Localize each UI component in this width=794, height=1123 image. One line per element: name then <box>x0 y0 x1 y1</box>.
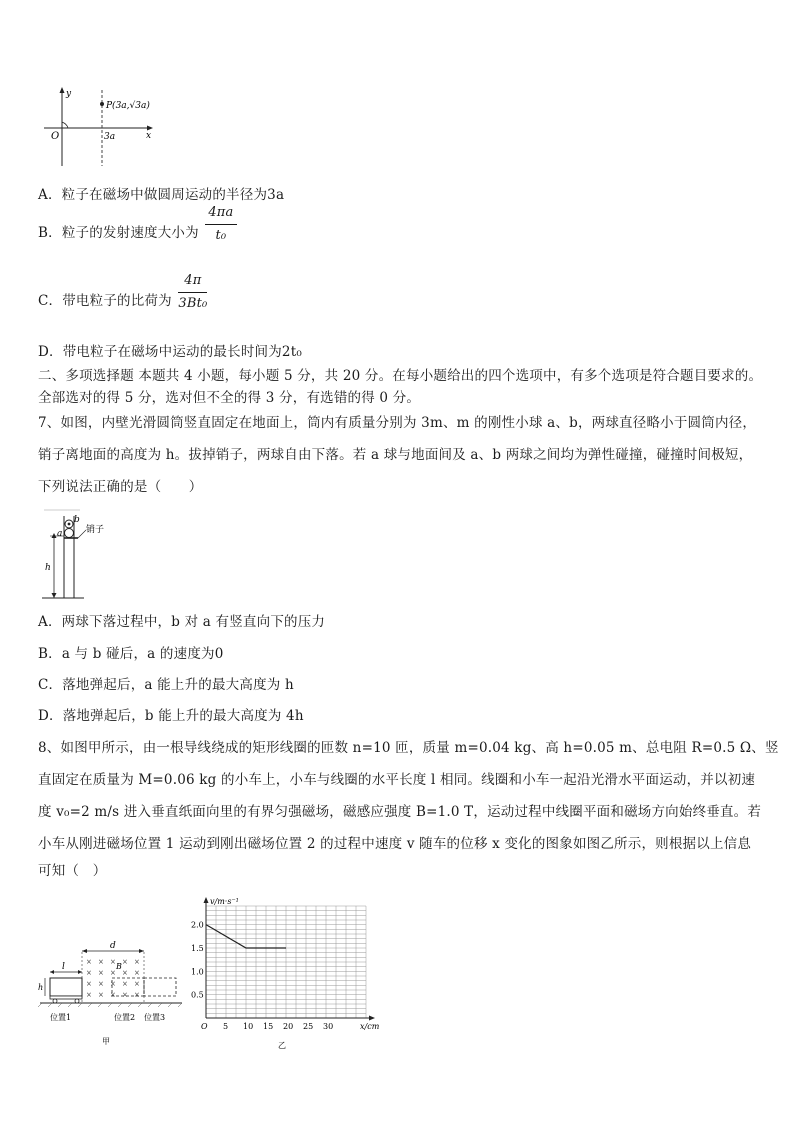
q8-stem-line4: 小车从刚进磁场位置 1 运动到刚出磁场位置 2 的过程中速度 v 随车的位移 x 变化的图象如图乙所示，则根据以上信息 <box>38 836 752 852</box>
field-x-mark: × <box>98 980 104 988</box>
fraction-denominator: 3Bt₀ <box>178 296 208 311</box>
field-x-mark: × <box>122 991 128 999</box>
q8-stem-line5: 可知（ ） <box>38 863 107 879</box>
field-x-mark: × <box>122 969 128 977</box>
q7-stem-line1: 7、如图，内壁光滑圆筒竖直固定在地面上，筒内有质量分别为 3m、m 的刚性小球 a、b，两球直径略小于圆筒内径， <box>38 415 757 431</box>
field-x-mark: × <box>134 958 140 966</box>
velocity-position-chart <box>190 896 390 1054</box>
field-x-mark: × <box>98 969 104 977</box>
chart-y-label: v/m·s⁻¹ <box>210 897 239 906</box>
x-tick-label: 5 <box>223 1022 229 1031</box>
position-2-label: 位置2 <box>114 1013 136 1022</box>
y-axis-arrow <box>204 897 209 903</box>
field-x-mark: × <box>86 969 92 977</box>
field-x-mark: × <box>86 980 92 988</box>
label-d: d <box>110 941 116 951</box>
q6-option-b-fraction <box>205 204 236 245</box>
field-x-mark: × <box>134 991 140 999</box>
tick-3a-label: 3a <box>104 132 116 142</box>
y-tick-label: 0.5 <box>191 990 204 1000</box>
field-x-mark: × <box>110 991 116 999</box>
label-B: B <box>116 962 122 971</box>
q6-option-c-fraction <box>178 272 207 313</box>
y-tick-label: 1.0 <box>191 967 204 977</box>
x-tick-label: 20 <box>283 1022 294 1031</box>
field-x-mark: × <box>134 980 140 988</box>
q7-stem-line2: 销子离地面的高度为 h。拔掉销子，两球自由下落。若 a 球与地面间及 a、b 两球之间均为弹性碰撞，碰撞时间极短， <box>38 447 753 463</box>
q6-option-b-text: B．粒子的发射速度大小为 <box>38 225 199 241</box>
y-tick-labels <box>191 921 204 1000</box>
field-x-mark: × <box>98 958 104 966</box>
figure-jia-caption: 甲 <box>102 1037 110 1046</box>
field-x-mark: × <box>98 991 104 999</box>
fraction-numerator: 4πa <box>205 204 236 225</box>
field-x-mark: × <box>86 958 92 966</box>
x-axis-arrow <box>369 1016 375 1021</box>
q7-tube-figure <box>40 508 120 600</box>
chart-x-label: x/cm <box>360 1022 380 1031</box>
field-x-mark: × <box>110 980 116 988</box>
q7-option-d: D．落地弹起后，b 能上升的最大高度为 4h <box>38 708 304 724</box>
x-tick-label: 10 <box>243 1022 254 1031</box>
magnetic-field-marks <box>86 958 140 999</box>
point-p-label: P(3a,√3a) <box>106 101 150 111</box>
label-l: l <box>62 962 65 972</box>
y-tick-label: 1.5 <box>191 944 204 953</box>
section2-header-line1: 二、多项选择题 本题共 4 小题，每小题 5 分，共 20 分。在每小题给出的四个选项中，有多个选项是符合题目要求的。 <box>38 368 763 384</box>
x-tick-labels <box>223 1022 333 1031</box>
field-x-mark: × <box>134 969 140 977</box>
q6-option-c-text: C．带电粒子的比荷为 <box>38 293 172 309</box>
coordinate-figure <box>40 84 170 168</box>
y-axis-label: y <box>66 89 72 99</box>
q8-figure-jia <box>36 938 186 1048</box>
q7-option-b: B．a 与 b 碰后，a 的速度为0 <box>38 646 224 662</box>
x-tick-label: 25 <box>303 1022 314 1031</box>
section2-header-line2: 全部选对的得 5 分，选对但不全的得 3 分，有选错的得 0 分。 <box>38 390 421 406</box>
q8-stem-line3: 度 v₀=2 m/s 进入垂直纸面向里的有界匀强磁场，磁感应强度 B=1.0 T，运动过程中线圈平面和磁场方向始终垂直。若 <box>38 804 762 820</box>
field-x-mark: × <box>122 980 128 988</box>
q7-option-a: A．两球下落过程中，b 对 a 有竖直向下的压力 <box>38 614 326 630</box>
q6-option-d: D．带电粒子在磁场中运动的最长时间为2t₀ <box>38 344 302 360</box>
field-x-mark: × <box>86 991 92 999</box>
label-h: h <box>38 983 44 992</box>
position-1-label: 位置1 <box>50 1013 72 1022</box>
y-tick-label: 2.0 <box>191 920 204 930</box>
ball-b-label: b <box>74 515 80 525</box>
q8-stem-line2: 直固定在质量为 M=0.06 kg 的小车上，小车与线圈的水平长度 l 相同。线圈和小车一起沿光滑水平面运动，并以初速 <box>38 772 756 788</box>
q7-option-c: C．落地弹起后，a 能上升的最大高度为 h <box>38 677 294 693</box>
field-x-mark: × <box>110 958 116 966</box>
pin-label: 销子 <box>86 525 105 535</box>
field-x-mark: × <box>110 969 116 977</box>
x-tick-label: 30 <box>323 1022 334 1031</box>
q7-stem-line3: 下列说法正确的是（ ） <box>38 479 203 495</box>
x-tick-label: 15 <box>263 1022 274 1031</box>
fraction-denominator: t₀ <box>215 228 227 243</box>
x-axis-label: x <box>146 131 152 141</box>
height-label: h <box>45 563 51 573</box>
ball-a-label: a <box>57 529 63 539</box>
chart-origin-label: O <box>201 1022 208 1031</box>
chart-grid <box>206 906 366 1018</box>
q6-option-a: A．粒子在磁场中做圆周运动的半径为3a <box>38 187 285 203</box>
origin-label: O <box>51 131 60 142</box>
position-3-label: 位置3 <box>144 1013 166 1022</box>
q8-stem-line1: 8、如图甲所示，由一根导线绕成的矩形线圈的匝数 n=10 匝，质量 m=0.04 kg、高 h=0.05 m、总电阻 R=0.5 Ω、竖 <box>38 740 779 756</box>
field-x-mark: × <box>122 958 128 966</box>
fraction-numerator: 4π <box>178 272 207 293</box>
figure-yi-caption: 乙 <box>278 1041 286 1050</box>
